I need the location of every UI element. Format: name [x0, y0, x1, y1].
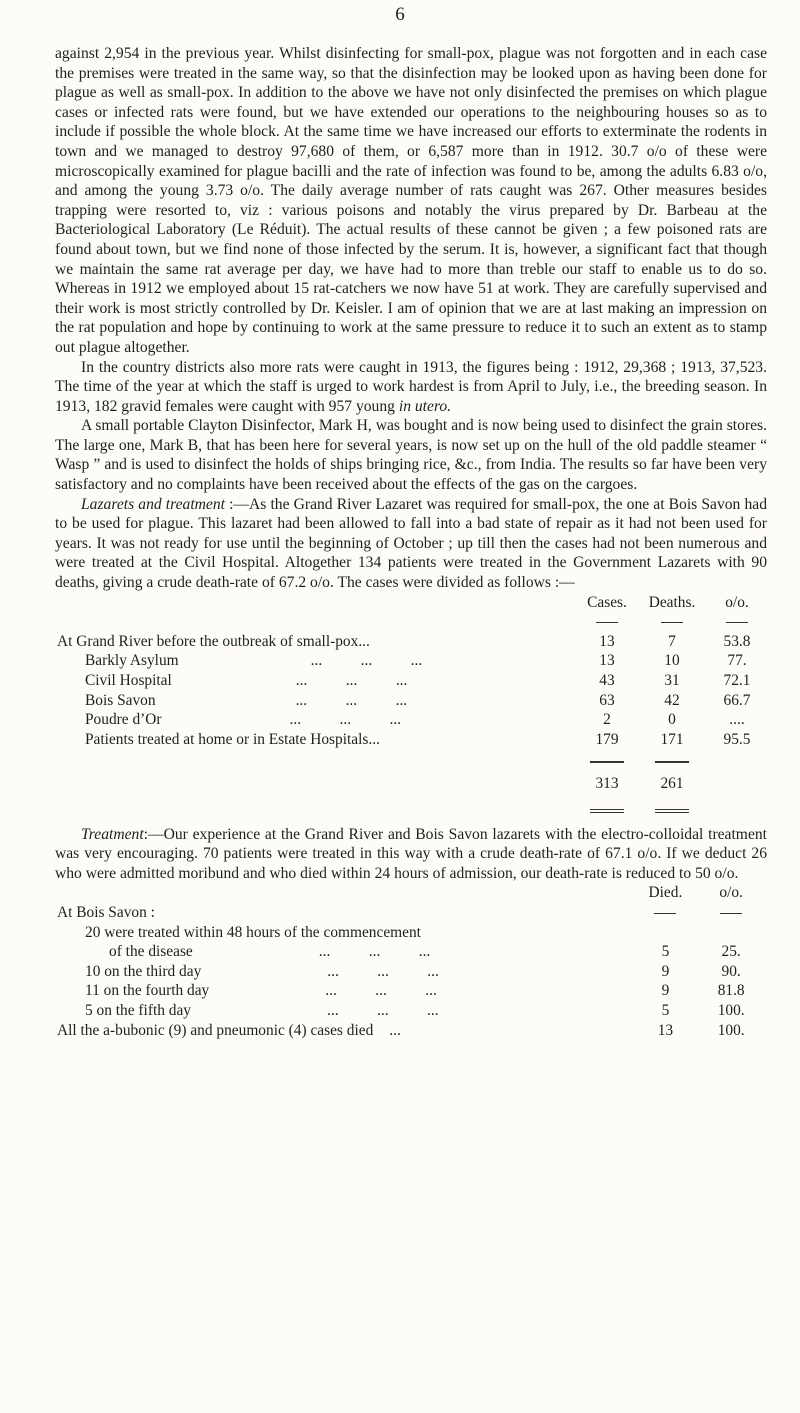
row-cases: 43: [599, 672, 615, 689]
row-leader: ... ... ...: [310, 652, 423, 670]
row-leader: ... ... ...: [289, 711, 402, 729]
row-percent: 90.: [721, 962, 741, 980]
row-died: 5: [661, 1001, 670, 1019]
row-percent: 25.: [721, 943, 741, 961]
row-deaths: 7: [668, 632, 676, 650]
row-deaths: 31: [664, 672, 680, 689]
row-percent: 66.7: [723, 691, 751, 709]
lazarets-text: :—As the Grand River Lazaret was required for small-pox, the one at Bois Savon had to be used for plague. This lazaret had been allowed to fall into a bad state of repair as it had not been used for years. It was not ready for use until the beginning of October ; up till then the cases had not been numerous and were treated at the Civil Hospital. Altogether 134 patients were treated in the Government Lazarets with 90 deaths, giving a crude death-rate of 67.2 o/o. The cases were divided as follows :—: [55, 495, 767, 592]
cases-header: Cases.: [587, 593, 627, 611]
row-cases: 13: [599, 652, 615, 670]
page-number: 6: [395, 4, 405, 25]
row-died: 9: [661, 962, 670, 980]
row-label: Barkly Asylum: [85, 652, 179, 670]
table-header-row: [57, 593, 767, 613]
header-rule-row: [57, 612, 767, 632]
sum-rule-row: [57, 749, 767, 769]
row-died: 13: [657, 1021, 674, 1039]
header-dash: [654, 913, 676, 914]
table-header-row: [57, 883, 767, 903]
table-row: [57, 632, 767, 652]
paragraph-treatment: [55, 825, 767, 884]
row-percent: 95.5: [723, 730, 751, 748]
row-label: All the a-bubonic (9) and pneumonic (4) cases died: [57, 1021, 374, 1039]
row-label: Patients treated at home or in Estate Hospitals: [85, 730, 369, 748]
treatment-text: :—Our experience at the Grand River and Bois Savon lazarets with the electro-colloidal treatment was very encouraging. 70 patients were treated in this way with a crude death-rate of 67.1 o/o. If we deduct 26 who were admitted moribund and who died within 24 hours of admission, our death-rate is reduced to 50 o/o.: [55, 825, 767, 882]
table-row: [57, 691, 767, 711]
row-leader: ...: [389, 1021, 401, 1039]
percent-header: o/o.: [725, 593, 749, 611]
row-label: 11 on the fourth day: [85, 982, 210, 1000]
row-label-continued: of the disease: [109, 943, 193, 961]
row-leader: ... ... ...: [325, 982, 437, 1000]
row-leader: ...: [368, 730, 380, 748]
row-label: Poudre d’Or: [85, 711, 162, 729]
row-percent: 72.1: [723, 672, 751, 689]
row-deaths: 0: [668, 711, 676, 729]
table-row: [57, 923, 767, 943]
row-label: At Grand River before the outbreak of small-pox: [57, 632, 359, 650]
row-label: Bois Savon: [85, 691, 156, 709]
row-leader: ... ... ...: [295, 672, 408, 689]
total-double-rule: [655, 809, 689, 813]
totals-row: [57, 769, 767, 799]
body-text: [55, 44, 767, 1040]
bois-savon-table: [57, 883, 767, 1040]
header-dash: [661, 622, 683, 623]
section-row: [57, 903, 767, 923]
row-cases: 63: [599, 691, 615, 709]
paragraph-disinfector: A small portable Clayton Disinfector, Mark H, was bought and is now being used to disinfect the grain stores. The large one, Mark B, that has been here for several years, is now set up on the hull of the old paddle steamer “ Wasp ” and is used to disinfect the holds of ships bringing rice, &c., from India. The results so far have been very satisfactory and no complaints have been received about the effects of the gas on the cargoes.: [55, 417, 767, 494]
table-row: [57, 981, 767, 1001]
row-leader: ... ... ...: [327, 962, 439, 980]
row-label: Civil Hospital: [85, 672, 172, 689]
total-double-rule: [590, 809, 624, 813]
lazaret-cases-table: [57, 593, 767, 819]
total-deaths: 261: [660, 775, 684, 793]
table-row: [57, 710, 767, 730]
header-dash: [720, 913, 742, 914]
sum-rule: [590, 761, 624, 763]
row-cases: 179: [595, 730, 619, 748]
row-cases: 2: [603, 711, 611, 729]
table-row: [57, 671, 767, 691]
row-percent: 81.8: [717, 982, 745, 1000]
row-percent: 100.: [717, 1021, 745, 1039]
died-header: Died.: [648, 884, 683, 902]
row-died: 9: [661, 982, 670, 1000]
header-dash: [596, 622, 618, 623]
row-deaths: 10: [664, 652, 680, 670]
table-row: [57, 1001, 767, 1021]
row-leader: ... ... ...: [318, 943, 431, 961]
table-row: [57, 942, 767, 962]
row-deaths: 42: [664, 691, 680, 709]
sum-rule: [655, 761, 689, 763]
deaths-header: Deaths.: [648, 593, 696, 611]
row-leader: ...: [358, 632, 370, 650]
row-label: 5 on the fifth day: [85, 1001, 191, 1019]
row-died: 5: [661, 943, 670, 961]
paragraph-country-text: In the country districts also more rats were caught in 1913, the figures being : 1912, 29,368 ; 1913, 37,523. The time of the year at which the staff is urged to work hardest is from April to July, i.e., the breeding season. In 1913, 182 gravid females were caught with 957 young: [55, 358, 767, 415]
row-leader: ... ... ...: [295, 691, 408, 709]
row-leader: ... ... ...: [327, 1001, 439, 1019]
row-label: 20 were treated within 48 hours of the commencement: [85, 923, 421, 941]
total-cases: 313: [595, 775, 619, 793]
header-dash: [726, 622, 748, 623]
treatment-heading: Treatment: [81, 825, 144, 843]
table-row: [57, 1021, 767, 1041]
total-rule-row: [57, 799, 767, 819]
paragraph-country-districts: [55, 358, 767, 417]
row-percent: ....: [729, 711, 745, 729]
lazarets-heading: Lazarets and treatment: [81, 495, 225, 513]
paragraph-rats: against 2,954 in the previous year. Whilst disinfecting for small-pox, plague was not forgotten and in each case the premises were treated in the same way, so that the disinfection may be looked upon as having been done for plague as well as small-pox. In addition to the above we have not only disinfected the premises on which plague cases or infected rats were found, but we have extended our operations to the neighbouring houses so as to include if possible the whole block. At the same time we have increased our efforts to exterminate the rodents in town and we managed to destroy 97,680 of them, or 6,587 more than in 1912. 30.7 o/o of these were microscopically examined for plague bacilli and the rate of infection was found to be, among the adults 6.83 o/o, and among the young 3.73 o/o. The daily average number of rats caught was 267. Other measures besides trapping were resorted to, viz : various poisons and notably the virus prepared by Dr. Barbeau at the Bacteriological Laboratory (Le Réduit). The actual results of these cannot be given ; a few poisoned rats are found about town, but we find none of those infected by the serum. It is, however, a significant fact that though we maintain the same rat average per day, we have had to more than treble our staff to enable us to do so. Whereas in 1912 we employed about 15 rat-catchers we now have 51 at work. They are carefully supervised and their work is most strictly controlled by Dr. Keisler. I am of opinion that we are at last making an impression on the rat population and hope by continuing to work at the same pressure to reduce it to such an extent as to stamp out plague altogether.: [55, 45, 767, 356]
table-row: [57, 962, 767, 982]
row-cases: 13: [599, 632, 615, 650]
paragraph-lazarets: [55, 495, 767, 593]
row-percent: 77.: [727, 652, 747, 670]
in-utero-italic: in utero.: [398, 397, 452, 415]
table-row: [57, 730, 767, 750]
row-percent: 53.8: [723, 632, 751, 650]
row-deaths: 171: [660, 730, 684, 748]
table-row: [57, 651, 767, 671]
section-label: At Bois Savon :: [57, 903, 155, 921]
row-percent: 100.: [717, 1001, 745, 1019]
row-label: 10 on the third day: [85, 962, 202, 980]
percent-header: o/o.: [719, 884, 743, 902]
